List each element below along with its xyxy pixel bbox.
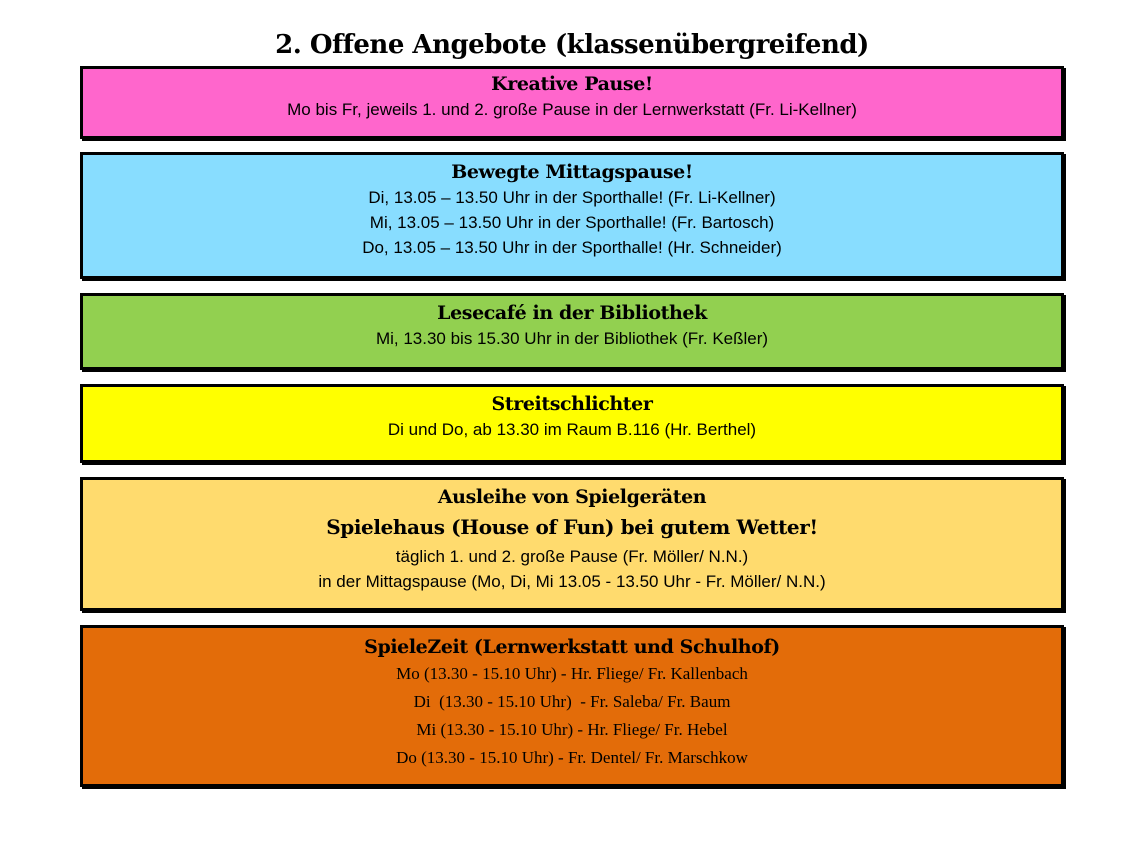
box-kreative-pause — [80, 66, 1064, 139]
box-spielezeit — [80, 625, 1064, 787]
box-line: Di, 13.05 – 13.50 Uhr in der Sporthalle! (Fr. Li-Kellner) — [368, 188, 776, 207]
box-line: Mo bis Fr, jeweils 1. und 2. große Pause in der Lernwerkstatt (Fr. Li-Kellner) — [287, 100, 857, 119]
box-line: in der Mittagspause (Mo, Di, Mi 13.05 - 13.50 Uhr - Fr. Möller/ N.N.) — [318, 572, 826, 591]
box-line: Do, 13.05 – 13.50 Uhr in der Sporthalle! (Hr. Schneider) — [362, 238, 782, 257]
box-heading: Lesecafé in der Bibliothek — [437, 302, 707, 324]
box-spielgeraete — [80, 477, 1064, 611]
box-line: Mi, 13.30 bis 15.30 Uhr in der Bibliothek (Fr. Keßler) — [375, 329, 769, 348]
box-heading: Kreative Pause! — [491, 73, 653, 95]
box-line: Mo (13.30 - 15.10 Uhr) - Hr. Fliege/ Fr. Kallenbach — [396, 664, 748, 683]
box-line: Mi, 13.05 – 13.50 Uhr in der Sporthalle! (Fr. Bartosch) — [369, 213, 775, 232]
box-heading: Bewegte Mittagspause! — [451, 161, 693, 183]
box-line: Do (13.30 - 15.10 Uhr) - Fr. Dentel/ Fr. Marschkow — [396, 748, 748, 767]
box-line: Di (13.30 - 15.10 Uhr) - Fr. Saleba/ Fr. Baum — [413, 692, 731, 711]
box-line: Mi (13.30 - 15.10 Uhr) - Hr. Fliege/ Fr. Hebel — [416, 720, 728, 739]
box-subheading: Spielehaus (House of Fun) bei gutem Wetter! — [326, 515, 818, 539]
box-heading: Streitschlichter — [491, 393, 653, 415]
box-heading: SpieleZeit (Lernwerkstatt und Schulhof) — [364, 636, 780, 658]
page-title: 2. Offene Angebote (klassenübergreifend) — [275, 30, 869, 60]
box-bewegte-mittagspause — [80, 152, 1064, 279]
box-heading: Ausleihe von Spielgeräten — [437, 486, 707, 508]
box-line: täglich 1. und 2. große Pause (Fr. Möller/ N.N.) — [395, 547, 749, 566]
box-line: Di und Do, ab 13.30 im Raum B.116 (Hr. Berthel) — [387, 420, 757, 439]
box-lesecafe — [80, 293, 1064, 370]
box-streitschlichter — [80, 384, 1064, 463]
